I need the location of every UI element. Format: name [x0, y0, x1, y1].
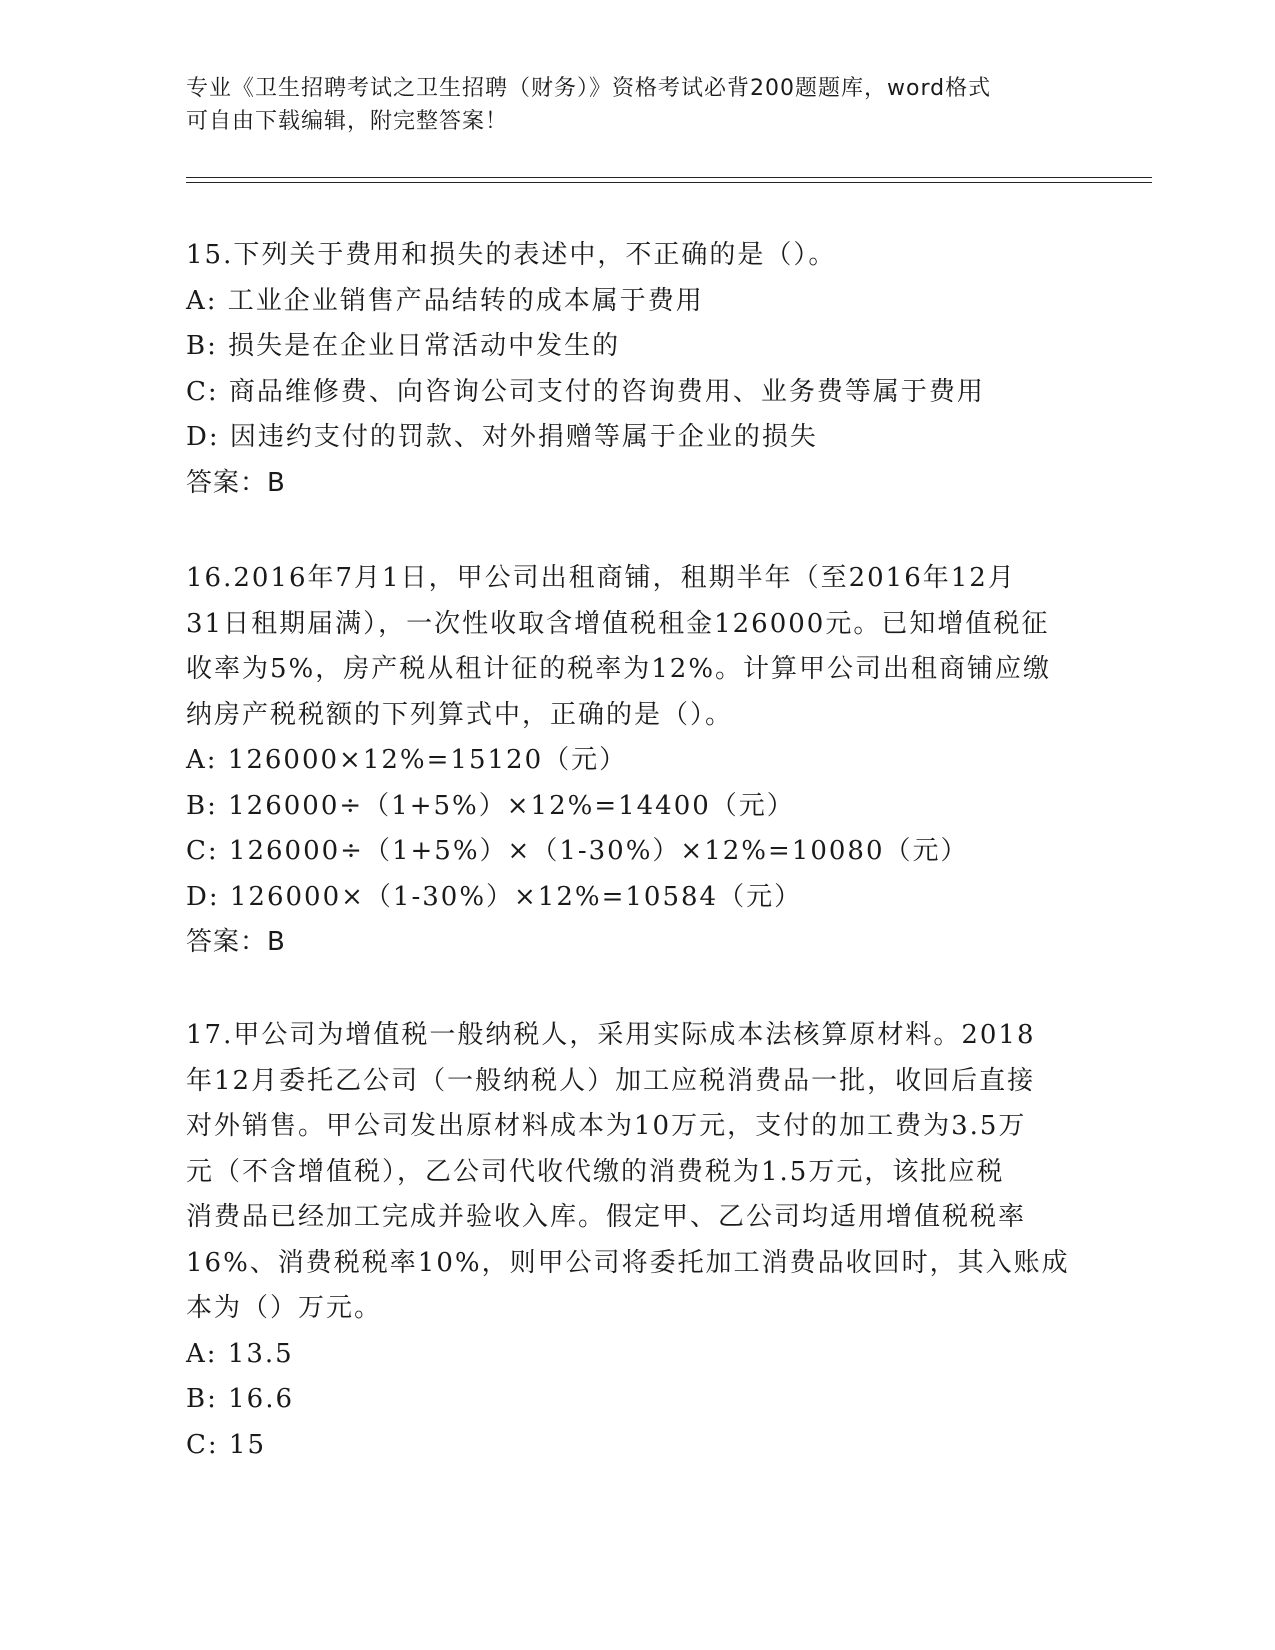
option-a: A: 工业企业销售产品结转的成本属于费用: [186, 285, 704, 316]
question-stem-line: 本为（）万元。: [186, 1293, 383, 1323]
option-b: B: 损失是在企业日常活动中发生的: [186, 331, 621, 361]
option-c: C: 商品维修费、向咨询公司支付的咨询费用、业务费等属于费用: [186, 376, 985, 407]
question-stem-line: 对外销售。甲公司发出原材料成本为10万元，支付的加工费为3.5万: [186, 1111, 1027, 1141]
question-stem: 15.下列关于费用和损失的表述中，不正确的是（）。: [186, 240, 837, 270]
document-header: [186, 72, 1086, 138]
option-c: C: 15: [186, 1429, 267, 1460]
header-divider-top: [186, 177, 1152, 178]
header-line-1: 专业《卫生招聘考试之卫生招聘（财务）》资格考试必背200题题库，word格式: [186, 76, 992, 101]
question-15: [186, 233, 1086, 506]
question-stem-line: 纳房产税税额的下列算式中，正确的是（）。: [186, 699, 734, 730]
question-stem-line: 收率为5%，房产税从租计征的税率为12%。计算甲公司出租商铺应缴: [186, 654, 1052, 684]
option-c: C: 126000÷（1+5%）×（1-30%）×12%=10080（元）: [186, 836, 969, 866]
header-divider-bottom: [186, 182, 1152, 183]
option-d: D: 126000×（1-30%）×12%=10584（元）: [186, 881, 803, 912]
question-stem-line: 年12月委托乙公司（一般纳税人）加工应税消费品一批，收回后直接: [186, 1065, 1036, 1096]
option-a: A: 13.5: [186, 1338, 294, 1369]
option-b: B: 16.6: [186, 1384, 295, 1414]
header-line-2: 可自由下载编辑，附完整答案！: [186, 109, 509, 134]
question-stem-line: 17.甲公司为增值税一般纳税人，采用实际成本法核算原材料。2018: [186, 1020, 1036, 1050]
question-17: [186, 1013, 1086, 1468]
answer-line: 答案：B: [186, 467, 286, 498]
option-a: A: 126000×12%=15120（元）: [186, 745, 628, 775]
question-stem-line: 16.2016年7月1日，甲公司出租商铺，租期半年（至2016年12月: [186, 563, 1016, 593]
question-stem-line: 元（不含增值税），乙公司代收代缴的消费税为1.5万元，该批应税: [186, 1156, 1005, 1187]
option-d: D: 因违约支付的罚款、对外捐赠等属于企业的损失: [186, 422, 818, 452]
question-stem-line: 31日租期届满），一次性收取含增值税租金126000元。已知增值税征: [186, 608, 1050, 639]
question-stem-line: 消费品已经加工完成并验收入库。假定甲、乙公司均适用增值税税率: [186, 1202, 1027, 1232]
answer-line: 答案：B: [186, 927, 286, 957]
question-stem-line: 16%、消费税税率10%，则甲公司将委托加工消费品收回时，其入账成: [186, 1247, 1070, 1278]
question-16: [186, 556, 1086, 966]
option-b: B: 126000÷（1+5%）×12%=14400（元）: [186, 790, 795, 821]
